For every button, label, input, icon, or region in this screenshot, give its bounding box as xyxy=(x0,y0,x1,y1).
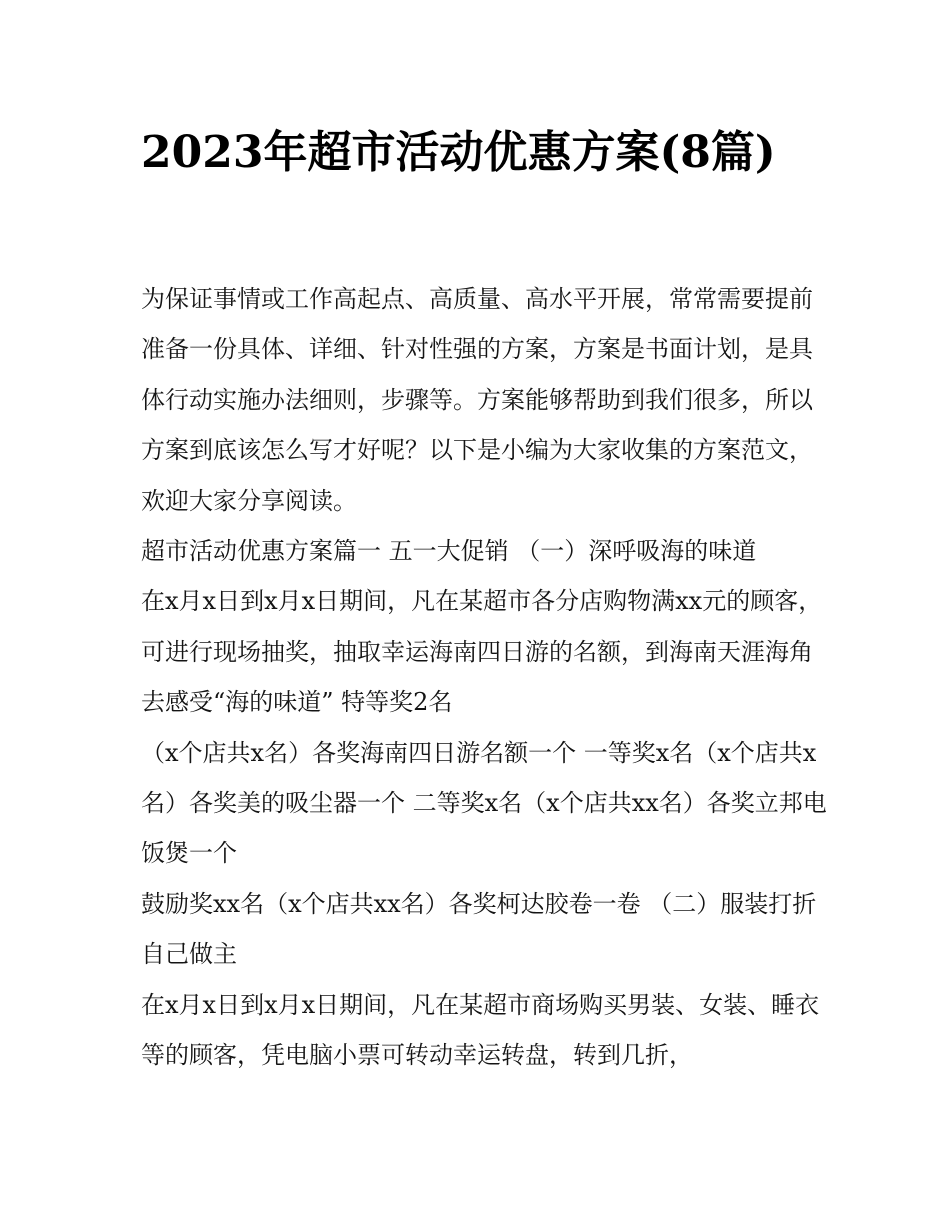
prize-list-paragraph: （x个店共x名）各奖海南四日游名额一个 一等奖x名（x个店共x名）各奖美的吸尘器一个 二等奖x名（x个店共xx名）各奖立邦电饭煲一个 xyxy=(141,738,827,868)
document-body xyxy=(141,274,831,1081)
clothing-discount-paragraph: 在x月x日到x月x日期间，凡在某超市商场购买男装、女装、睡衣等的顾客，凭电脑小票可转动幸运转盘，转到几折， xyxy=(141,990,820,1070)
encouragement-prize-paragraph: 鼓励奖xx名（x个店共xx名）各奖柯达胶卷一卷 （二）服装打折自己做主 xyxy=(141,889,817,969)
intro-paragraph: 为保证事情或工作高起点、高质量、高水平开展，常常需要提前准备一份具体、详细、针对性强的方案，方案是书面计划，是具体行动实施办法细则，步骤等。方案能够帮助到我们很多，所以方案到底该怎么写才好呢？以下是小编为大家收集的方案范文，欢迎大家分享阅读。 xyxy=(141,285,813,515)
lottery-paragraph: 在x月x日到x月x日期间，凡在某超市各分店购物满xx元的顾客，可进行现场抽奖，抽取幸运海南四日游的名额，到海南天涯海角去感受“海的味道” 特等奖2名 xyxy=(141,587,823,717)
section-heading-paragraph: 超市活动优惠方案篇一 五一大促销 （一）深呼吸海的味道 xyxy=(141,537,757,566)
document-title: 2023年超市活动优惠方案(8篇) xyxy=(141,127,776,178)
